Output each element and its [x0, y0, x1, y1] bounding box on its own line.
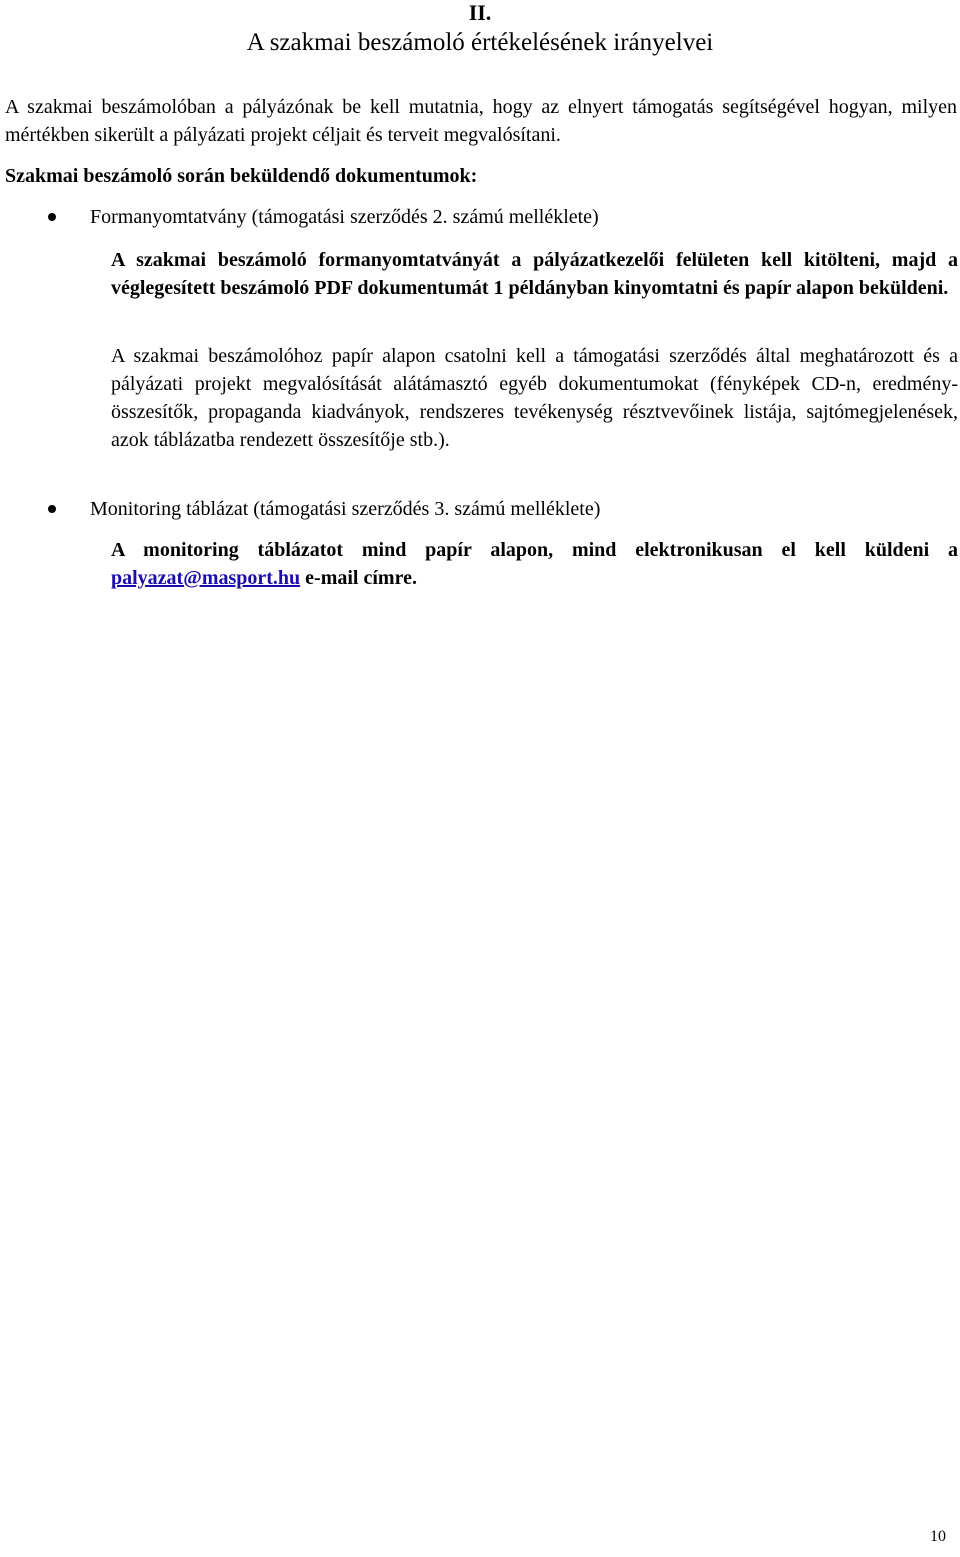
attachments-paragraph: A szakmai beszámolóhoz papír alapon csatolni kell a támogatási szerződés által meghatározott és a pályázati projekt megvalósítását alátámasztó egyéb dokumentumokat (fényképek CD-n, eredmény-összesítők, propaganda kiadványok, rendszeres tevékenység résztvevőinek listája, sajtómegjelenések, azok táblázatba rendezett összesítője stb.). [111, 345, 958, 451]
monitoring-instructions [111, 536, 958, 592]
bullet-icon [48, 213, 56, 221]
page-number: 10 [930, 1528, 946, 1545]
intro-paragraph: A szakmai beszámolóban a pályázónak be kell mutatnia, hogy az elnyert támogatás segítségével hogyan, milyen mértékben sikerült a pályázati projekt céljait és terveit megvalósítani. [5, 96, 957, 146]
list-item-label: Formanyomtatvány (támogatási szerződés 2. számú melléklete) [90, 206, 599, 228]
form-instructions: A szakmai beszámoló formanyomtatványát a pályázatkezelői felületen kell kitölteni, majd a véglegesített beszámoló PDF dokumentumát 1 példányban kinyomtatni és papír alapon beküldeni. [111, 249, 958, 299]
monitoring-text-after-link: e-mail címre. [300, 567, 417, 589]
page-title: A szakmai beszámoló értékelésének irányelvei [246, 29, 714, 56]
email-link[interactable]: palyazat@masport.hu [111, 567, 301, 589]
bullet-icon [48, 505, 56, 513]
documents-heading: Szakmai beszámoló során beküldendő dokumentumok: [5, 165, 478, 187]
section-number: II. [468, 0, 492, 25]
list-item-label: Monitoring táblázat (támogatási szerződés 3. számú melléklete) [90, 498, 601, 520]
monitoring-text-before-link: A monitoring táblázatot mind papír alapon, mind elektronikusan el kell küldeni a [111, 539, 958, 561]
